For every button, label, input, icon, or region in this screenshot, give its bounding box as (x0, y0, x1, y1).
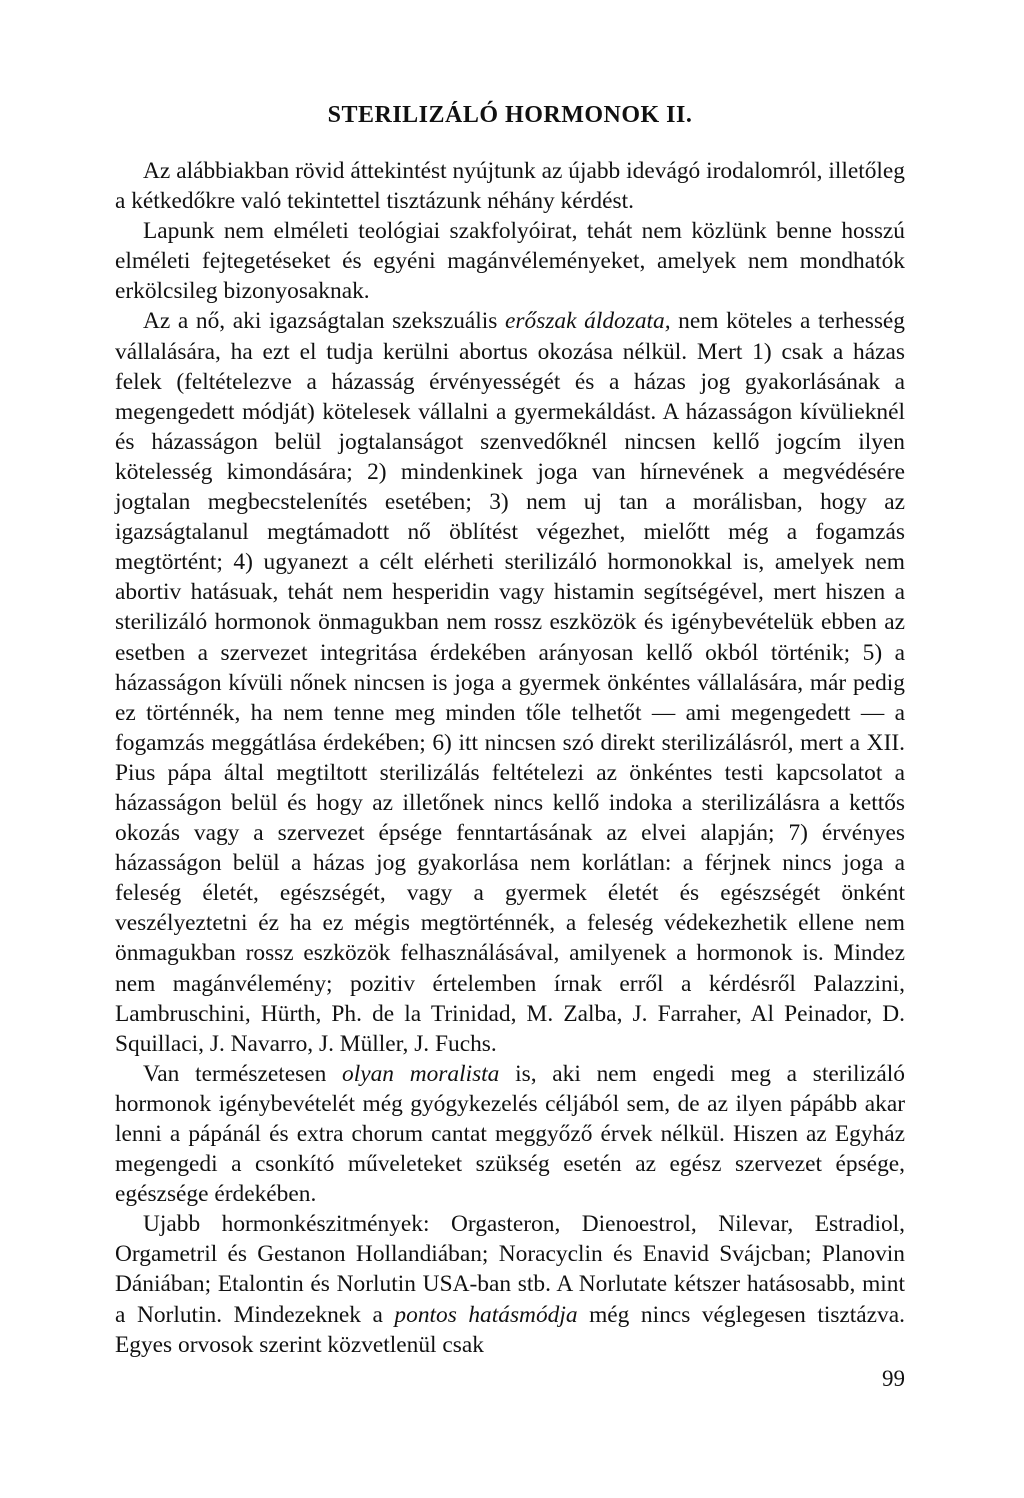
paragraph-1 (115, 156, 905, 216)
paragraph-3 (115, 306, 905, 1058)
page-number: 99 (882, 1366, 905, 1391)
paragraph-text: Az a nő, aki igazságtalan szekszuális (143, 308, 506, 335)
paragraph-text: még nincs véglegesen tisztázva. Egyes orvosok szerint közvetlenül csak (115, 1301, 905, 1358)
paragraph-5 (115, 1209, 905, 1359)
article-title: STERILIZÁLÓ HORMONOK II. (327, 102, 693, 128)
paragraph-text: Van természetesen (143, 1060, 342, 1087)
italic-phrase: olyan moralista (342, 1060, 500, 1087)
italic-phrase: erőszak áldozata, (505, 308, 671, 335)
document-page (115, 100, 905, 1360)
paragraph-text: Ujabb hormonkészitmények: Orgasteron, Dienoestrol, Nilevar, Estradiol, Orgametril és Gestanon Hollandiában; Noracyclin és Enavid Svájcban; Planovin Dániában; Etalontin és Norlutin USA-ban stb. A Norlutate kétszer hatásosabb, mint a Norlutin. Mindezeknek a (115, 1211, 905, 1328)
paragraph-text: nem köteles a terhesség vállalására, ha ezt el tudja kerülni abortus okozása nélkül. Mert 1) csak a házas felek (feltételezve a házasság érvényességét és a házas jog gyakorlásának a megengedett módját) kötelesek vállalni a gyermekáldást. A házasságon kívülieknél és házasságon belül jogtalanságot szenvedőknél nincsen kellő jogcím ilyen kötelesség kimondására; 2) mindenkinek joga van hírnevének a megvédésére jogtalan megbecstelenítés esetében; 3) nem uj tan a morálisban, hogy az igazságtalanul megtámadott nő öblítést végezhet, mielőtt még a fogamzás megtörtént; 4) ugyanezt a célt elérheti sterilizáló hormonokkal is, amelyek nem abortiv hatásuak, tehát nem hesperidin vagy histamin segítségével, mert hiszen a sterilizáló hormonok önmagukban nem rossz eszközök és igénybevételük ebben az esetben a szervezet integritása érdekében arányosan kellő okból történik; 5) a házasságon kívüli nőnek nincsen is joga a gyermek önkéntes vállalására, már pedig ez történnék, ha nem tenne meg minden tőle telhetőt — ami megengedett — a fogamzás meggátlása érdekében; 6) itt nincsen szó direkt sterilizálásról, mert a XII. Pius pápa által megtiltott sterilizálás feltételezi az önkéntes testi kapcsolatot a házasságon belül és hogy az illetőnek nincs kellő indoka a sterilizálásra a kettős okozás vagy a szervezet épsége fenntartásának az elvei alapján; 7) érvényes házasságon belül a házas jog gyakorlása nem korlátlan: a férjnek nincs joga a feleség életét, egészségét, vagy a gyermek életét és egészségét önként veszélyeztetni éz ha ez mégis megtörténnék, a feleség védekezhetik ellene nem önmagukban rossz eszközök felhasználásával, amilyenek a hormonok is. Mindez nem magánvélemény; pozitiv értelemben írnak erről a kérdésről Palazzini, Lambruschini, Hürth, Ph. de la Trinidad, M. Zalba, J. Farraher, Al Peinador, D. Squillaci, J. Navarro, J. Müller, J. Fuchs. (115, 308, 905, 1057)
paragraph-text: is, aki nem engedi meg a sterilizáló hormonok igénybevételét még gyógykezelés céljából sem, de az ilyen pápább akar lenni a pápánál és extra chorum cantat meggyőző érvek nélkül. Hiszen az Egyház megengedi a csonkító műveleteket szükség esetén az egész szervezet épsége, egészsége érdekében. (115, 1060, 905, 1208)
paragraph-text: Lapunk nem elméleti teológiai szakfolyóirat, tehát nem közlünk benne hosszú elméleti fejtegetéseket és egyéni magánvéleményeket, amelyek nem mondhatók erkölcsileg bizonyosaknak. (115, 218, 905, 305)
paragraph-2 (115, 216, 905, 306)
paragraph-text: Az alábbiakban rövid áttekintést nyújtunk az újabb idevágó irodalomról, illetőleg a kétkedőkre való tekintettel tisztázunk néhány kérdést. (115, 158, 905, 215)
italic-phrase: pontos hatásmódja (394, 1301, 578, 1328)
paragraph-4 (115, 1059, 905, 1209)
